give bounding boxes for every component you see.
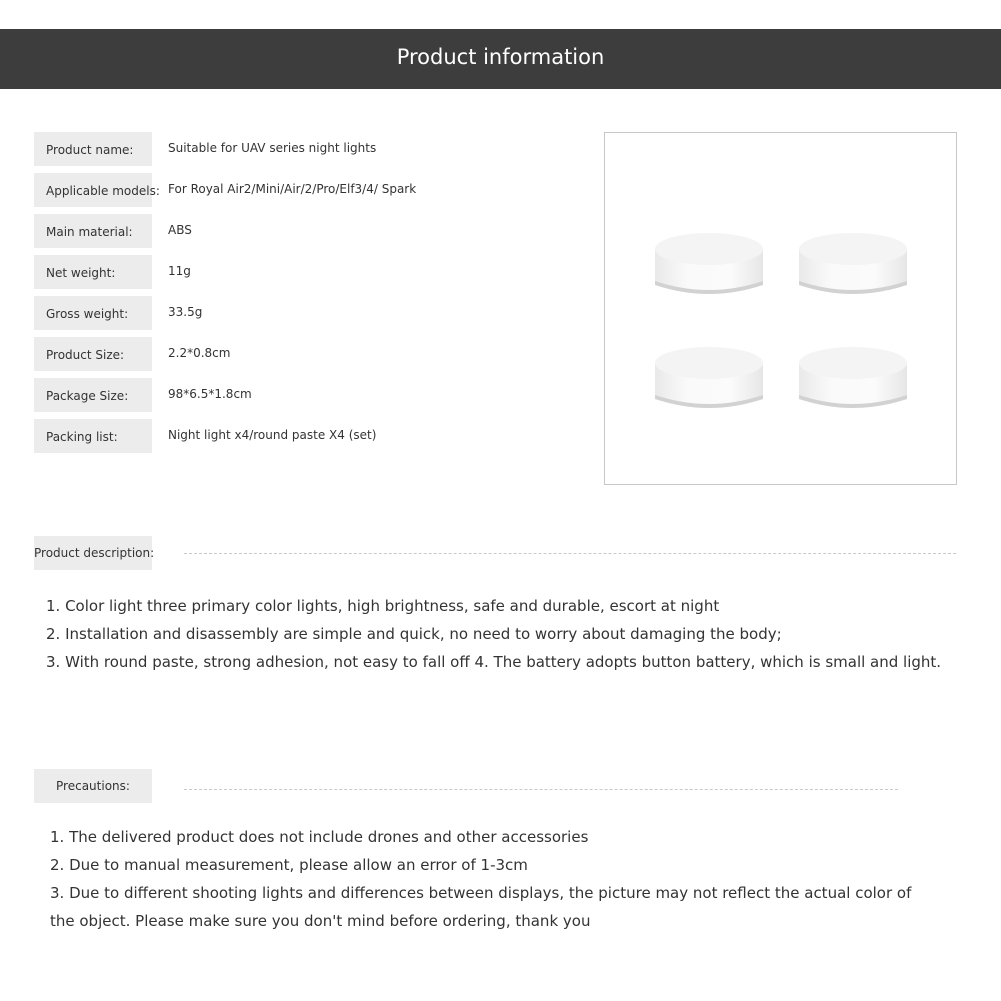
spec-label: Product Size: bbox=[34, 337, 152, 371]
section-divider bbox=[184, 553, 956, 554]
night-light-image bbox=[653, 345, 765, 411]
precaution-item: 3. Due to different shooting lights and differences between displays, the picture may not reflect the actual color of bbox=[50, 884, 912, 902]
spec-label: Main material: bbox=[34, 214, 152, 248]
night-light-image bbox=[797, 231, 909, 297]
spec-label: Gross weight: bbox=[34, 296, 152, 330]
night-light-image bbox=[653, 231, 765, 297]
spec-value: 98*6.5*1.8cm bbox=[168, 387, 252, 401]
precautions-section-label: Precautions: bbox=[34, 769, 152, 803]
page-title: Product information bbox=[396, 45, 605, 69]
spec-value: Suitable for UAV series night lights bbox=[168, 141, 377, 155]
precaution-item: 1. The delivered product does not include drones and other accessories bbox=[50, 828, 589, 846]
spec-value: 33.5g bbox=[168, 305, 203, 319]
description-item: 1. Color light three primary color lights, high brightness, safe and durable, escort at night bbox=[46, 597, 720, 615]
spec-value: For Royal Air2/Mini/Air/2/Pro/Elf3/4/ Spark bbox=[168, 182, 417, 196]
section-divider bbox=[184, 789, 898, 790]
precaution-item: 2. Due to manual measurement, please allow an error of 1-3cm bbox=[50, 856, 528, 874]
product-image bbox=[604, 132, 957, 485]
spec-value: 2.2*0.8cm bbox=[168, 346, 231, 360]
page-header bbox=[0, 29, 1001, 89]
description-item: 3. With round paste, strong adhesion, not easy to fall off 4. The battery adopts button battery, which is small and light. bbox=[46, 653, 942, 671]
spec-label: Product name: bbox=[34, 132, 152, 166]
description-item: 2. Installation and disassembly are simple and quick, no need to worry about damaging the body; bbox=[46, 625, 782, 643]
spec-label: Package Size: bbox=[34, 378, 152, 412]
spec-label: Packing list: bbox=[34, 419, 152, 453]
description-section-label: Product description: bbox=[34, 536, 152, 570]
spec-value: 11g bbox=[168, 264, 191, 278]
spec-value: ABS bbox=[168, 223, 192, 237]
night-light-image bbox=[797, 345, 909, 411]
spec-label: Net weight: bbox=[34, 255, 152, 289]
spec-label: Applicable models: bbox=[34, 173, 152, 207]
spec-value: Night light x4/round paste X4 (set) bbox=[168, 428, 377, 442]
precaution-item: the object. Please make sure you don't mind before ordering, thank you bbox=[50, 912, 591, 930]
